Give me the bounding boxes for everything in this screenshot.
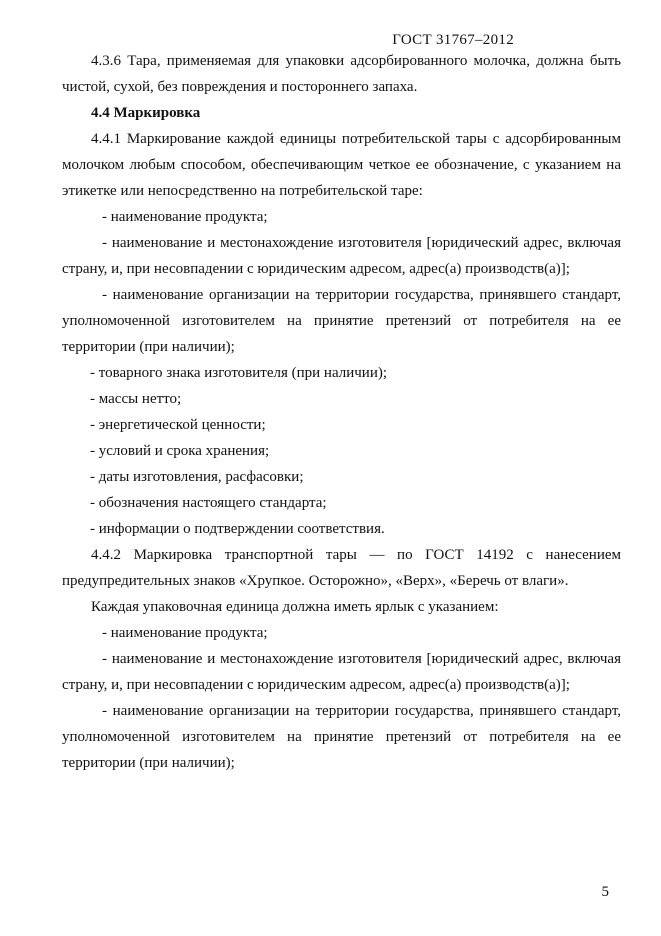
paragraph-4-4-1: 4.4.1 Маркирование каждой единицы потребительской тары с адсорбированным молочком любым способом, обеспечивающим четкое ее обозначение, с указанием на этикетке или непосредственно на потребительской таре: — [62, 131, 621, 199]
list2-item: - наименование и местонахождение изготовителя [юридический адрес, включая страну, и, при несовпадении с юридическим адресом, адрес(а) производств(а)]; — [62, 651, 621, 693]
list1-item: - наименование продукта; — [102, 209, 268, 225]
list1-item: - массы нетто; — [90, 391, 182, 407]
document-body — [62, 48, 621, 776]
list2-item: - наименование организации на территории государства, принявшего стандарт, уполномоченной изготовителем на принятие претензий от потребителя на ее территории (при наличии); — [62, 703, 621, 771]
section-heading-4-4: 4.4 Маркировка — [91, 105, 201, 121]
list1-item: - товарного знака изготовителя (при наличии); — [90, 365, 388, 381]
list1-item: - энергетической ценности; — [90, 417, 266, 433]
list1-item: - наименование организации на территории государства, принявшего стандарт, уполномоченной изготовителем на принятие претензий от потребителя на ее территории (при наличии); — [62, 287, 621, 355]
list2-item: - наименование продукта; — [102, 625, 268, 641]
paragraph-4-4-2: 4.4.2 Маркировка транспортной тары — по ГОСТ 14192 с нанесением предупредительных знаков «Хрупкое. Осторожно», «Верх», «Беречь от влаги». — [62, 547, 621, 589]
document-header: ГОСТ 31767–2012 — [392, 32, 514, 48]
list1-item: - даты изготовления, расфасовки; — [90, 469, 304, 485]
paragraph-4-3-6: 4.3.6 Тара, применяемая для упаковки адсорбированного молочка, должна быть чистой, сухой, без повреждения и постороннего запаха. — [62, 53, 621, 95]
list1-item: - обозначения настоящего стандарта; — [90, 495, 327, 511]
paragraph-each-unit: Каждая упаковочная единица должна иметь ярлык с указанием: — [91, 599, 499, 615]
page-number: 5 — [601, 884, 609, 900]
list1-item: - условий и срока хранения; — [90, 443, 270, 459]
list1-item: - информации о подтверждении соответствия. — [90, 521, 385, 537]
list1-item: - наименование и местонахождение изготовителя [юридический адрес, включая страну, и, при несовпадении с юридическим адресом, адрес(а) производств(а)]; — [62, 235, 621, 277]
